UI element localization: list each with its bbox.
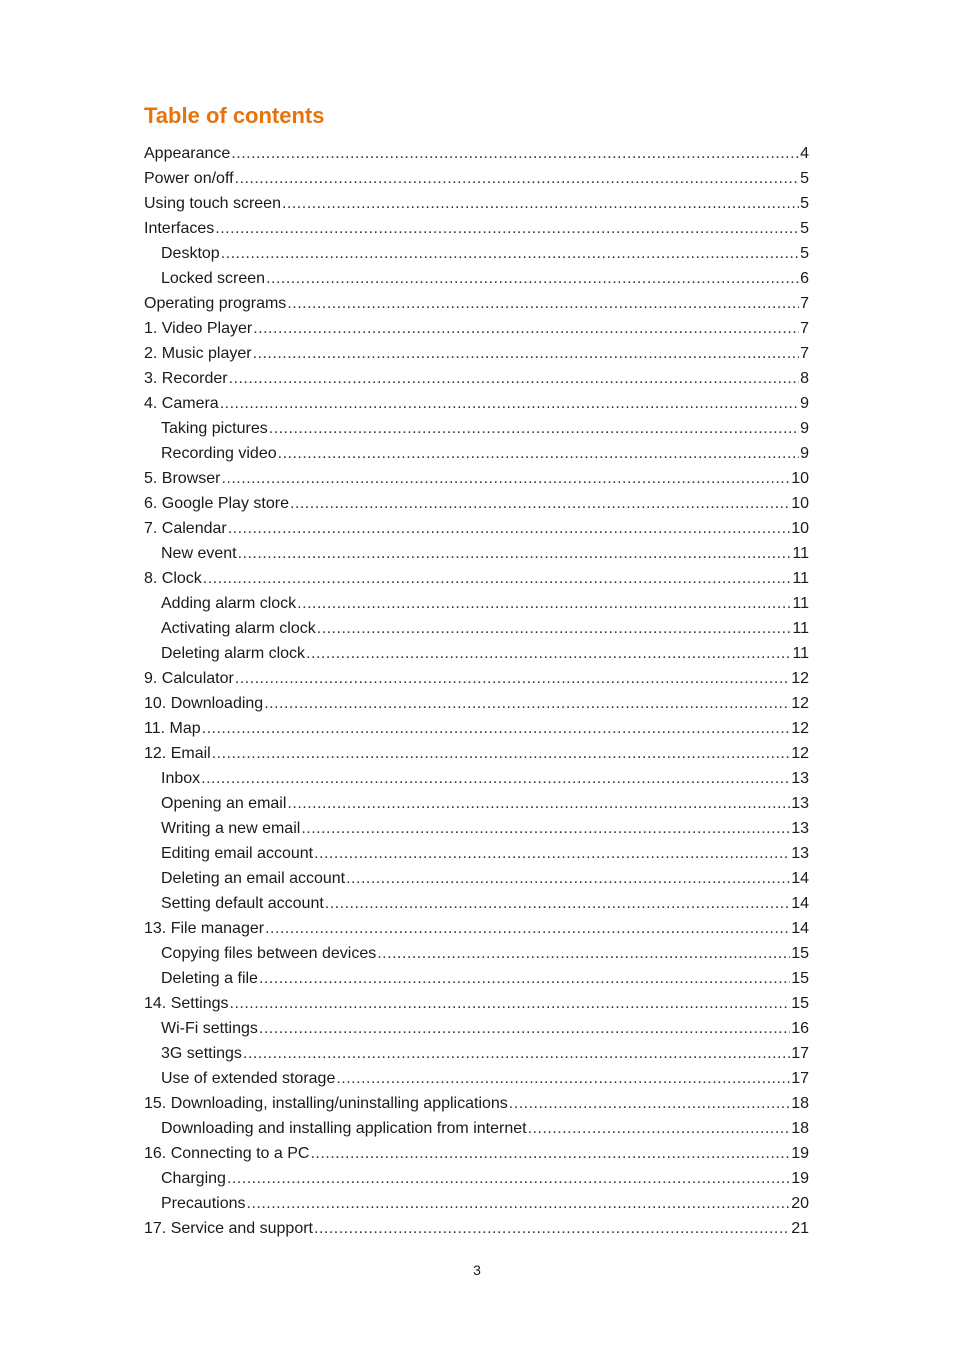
toc-entry[interactable]: [144, 416, 809, 441]
toc-entry-label: 13. File manager: [144, 920, 265, 937]
dot-leader: [301, 816, 790, 841]
toc-entry-label: 12. Email: [144, 745, 211, 762]
toc-entry-page: 11: [792, 620, 809, 637]
dot-leader: [227, 1166, 790, 1191]
toc-entry[interactable]: [144, 316, 809, 341]
toc-entry-page: 4: [800, 145, 809, 162]
dot-leader: [297, 591, 791, 616]
toc-entry-label: 9. Calculator: [144, 670, 234, 687]
toc-entry-page: 15: [791, 970, 809, 987]
toc-entry[interactable]: [144, 891, 809, 916]
dot-leader: [310, 1141, 790, 1166]
toc-entry-page: 11: [792, 645, 809, 662]
toc-entry-page: 10: [791, 520, 809, 537]
toc-entry-label: 16. Connecting to a PC: [144, 1145, 310, 1162]
toc-entry-label: Operating programs: [144, 295, 287, 312]
toc-entry-label: Adding alarm clock: [161, 595, 297, 612]
toc-entry-label: Interfaces: [144, 220, 215, 237]
toc-entry[interactable]: [144, 766, 809, 791]
toc-entry[interactable]: [144, 291, 809, 316]
toc-entry-label: 3. Recorder: [144, 370, 228, 387]
toc-entry-label: 14. Settings: [144, 995, 229, 1012]
toc-entry-label: Locked screen: [161, 270, 266, 287]
toc-entry[interactable]: [144, 866, 809, 891]
toc-entry[interactable]: [144, 641, 809, 666]
toc-entry[interactable]: [144, 666, 809, 691]
toc-entry[interactable]: [144, 1166, 809, 1191]
toc-entry[interactable]: [144, 266, 809, 291]
toc-entry-page: 17: [791, 1070, 809, 1087]
toc-entry-label: Power on/off: [144, 170, 234, 187]
dot-leader: [287, 791, 790, 816]
toc-entry-page: 16: [791, 1020, 809, 1037]
dot-leader: [235, 666, 790, 691]
dot-leader: [238, 541, 792, 566]
toc-entry-page: 14: [791, 920, 809, 937]
dot-leader: [228, 516, 790, 541]
toc-entry-page: 10: [791, 495, 809, 512]
dot-leader: [346, 866, 790, 891]
toc-entry-page: 11: [792, 595, 809, 612]
toc-entry-label: 17. Service and support: [144, 1220, 313, 1237]
toc-entry-label: Downloading and installing application from internet: [161, 1120, 527, 1137]
dot-leader: [259, 1016, 790, 1041]
toc-entry-label: Appearance: [144, 145, 231, 162]
toc-entry[interactable]: [144, 791, 809, 816]
toc-entry[interactable]: [144, 991, 809, 1016]
toc-entry-page: 6: [800, 270, 809, 287]
toc-entry-page: 17: [791, 1045, 809, 1062]
dot-leader: [290, 491, 790, 516]
toc-entry-page: 11: [792, 570, 809, 587]
toc-entry[interactable]: [144, 366, 809, 391]
dot-leader: [221, 466, 790, 491]
dot-leader: [253, 316, 799, 341]
toc-entry-page: 7: [800, 295, 809, 312]
dot-leader: [212, 741, 791, 766]
toc-entry[interactable]: [144, 816, 809, 841]
toc-entry-label: 2. Music player: [144, 345, 252, 362]
toc-entry-label: New event: [161, 545, 237, 562]
dot-leader: [509, 1091, 790, 1116]
toc-entry-label: 11. Map: [144, 720, 201, 737]
toc-entry-label: 6. Google Play store: [144, 495, 289, 512]
toc-entry-label: Using touch screen: [144, 195, 281, 212]
dot-leader: [265, 916, 790, 941]
toc-entry-label: 15. Downloading, installing/uninstalling applications: [144, 1095, 508, 1112]
toc-entry-label: Copying files between devices: [161, 945, 377, 962]
toc-entry-label: Writing a new email: [161, 820, 301, 837]
toc-entry[interactable]: [144, 141, 809, 166]
toc-entry-page: 5: [800, 195, 809, 212]
dot-leader: [314, 1216, 790, 1241]
page-number: 3: [473, 1262, 481, 1278]
toc-entry-page: 12: [791, 695, 809, 712]
toc-entry-label: Setting default account: [161, 895, 324, 912]
toc-entry-label: Deleting alarm clock: [161, 645, 306, 662]
dot-leader: [287, 291, 799, 316]
toc-entry-label: Deleting a file: [161, 970, 258, 987]
toc-entry-label: Desktop: [161, 245, 220, 262]
toc-entry-page: 20: [791, 1195, 809, 1212]
toc-entry-label: Activating alarm clock: [161, 620, 316, 637]
toc-entry[interactable]: [144, 941, 809, 966]
toc-entry[interactable]: [144, 916, 809, 941]
dot-leader: [336, 1066, 790, 1091]
toc-entry-label: Editing email account: [161, 845, 314, 862]
toc-entry-page: 18: [791, 1120, 809, 1137]
toc-entry[interactable]: [144, 841, 809, 866]
toc-entry-page: 9: [800, 420, 809, 437]
toc-entry[interactable]: [144, 216, 809, 241]
toc-entry-page: 13: [791, 770, 809, 787]
toc-entry[interactable]: [144, 966, 809, 991]
dot-leader: [230, 991, 791, 1016]
toc-entry[interactable]: [144, 441, 809, 466]
toc-entry-page: 21: [791, 1220, 809, 1237]
toc-entry-page: 12: [791, 745, 809, 762]
dot-leader: [266, 266, 799, 291]
toc-entry-page: 8: [800, 370, 809, 387]
toc-entry-label: Precautions: [161, 1195, 246, 1212]
dot-leader: [282, 191, 799, 216]
toc-entry-label: Taking pictures: [161, 420, 268, 437]
toc-entry-page: 14: [791, 870, 809, 887]
toc-entry-page: 10: [791, 470, 809, 487]
toc-list: [144, 141, 809, 1241]
toc-entry[interactable]: [144, 566, 809, 591]
toc-entry[interactable]: [144, 1116, 809, 1141]
dot-leader: [203, 566, 792, 591]
dot-leader: [221, 241, 799, 266]
toc-entry-page: 7: [800, 320, 809, 337]
dot-leader: [202, 716, 791, 741]
toc-entry-page: 12: [791, 670, 809, 687]
toc-entry-page: 13: [791, 820, 809, 837]
toc-entry[interactable]: [144, 1141, 809, 1166]
dot-leader: [247, 1191, 791, 1216]
dot-leader: [317, 616, 792, 641]
toc-entry-label: 10. Downloading: [144, 695, 264, 712]
toc-entry[interactable]: [144, 166, 809, 191]
toc-entry-label: 4. Camera: [144, 395, 219, 412]
toc-entry-page: 5: [800, 245, 809, 262]
dot-leader: [269, 416, 799, 441]
toc-entry[interactable]: [144, 466, 809, 491]
toc-entry[interactable]: [144, 716, 809, 741]
toc-entry-label: Recording video: [161, 445, 277, 462]
dot-leader: [528, 1116, 791, 1141]
toc-entry-label: 5. Browser: [144, 470, 221, 487]
toc-entry-page: 14: [791, 895, 809, 912]
toc-entry-page: 5: [800, 220, 809, 237]
dot-leader: [253, 341, 800, 366]
toc-entry-page: 15: [791, 945, 809, 962]
dot-leader: [306, 641, 791, 666]
dot-leader: [235, 166, 800, 191]
toc-entry-page: 19: [791, 1145, 809, 1162]
dot-leader: [201, 766, 790, 791]
dot-leader: [264, 691, 790, 716]
dot-leader: [215, 216, 799, 241]
toc-entry-label: Use of extended storage: [161, 1070, 336, 1087]
toc-entry-label: Opening an email: [161, 795, 287, 812]
toc-entry[interactable]: [144, 1216, 809, 1241]
toc-entry[interactable]: [144, 691, 809, 716]
toc-entry-page: 5: [800, 170, 809, 187]
toc-entry-page: 7: [800, 345, 809, 362]
toc-entry-page: 9: [800, 445, 809, 462]
toc-entry[interactable]: [144, 616, 809, 641]
toc-entry[interactable]: [144, 1066, 809, 1091]
dot-leader: [325, 891, 790, 916]
toc-entry-page: 11: [792, 545, 809, 562]
toc-entry[interactable]: [144, 741, 809, 766]
dot-leader: [231, 141, 799, 166]
toc-entry[interactable]: [144, 1041, 809, 1066]
page-title: Table of contents: [144, 103, 325, 128]
toc-entry-page: 18: [791, 1095, 809, 1112]
dot-leader: [314, 841, 790, 866]
toc-entry-label: Inbox: [161, 770, 201, 787]
toc-entry-page: 13: [791, 795, 809, 812]
toc-entry[interactable]: [144, 191, 809, 216]
toc-entry[interactable]: [144, 341, 809, 366]
toc-entry[interactable]: [144, 1091, 809, 1116]
toc-entry-label: Deleting an email account: [161, 870, 346, 887]
toc-entry-label: 7. Calendar: [144, 520, 227, 537]
toc-entry-label: 8. Clock: [144, 570, 202, 587]
toc-entry[interactable]: [144, 1016, 809, 1041]
toc-entry-label: 1. Video Player: [144, 320, 253, 337]
toc-entry[interactable]: [144, 591, 809, 616]
toc-entry-page: 19: [791, 1170, 809, 1187]
dot-leader: [220, 391, 799, 416]
dot-leader: [278, 441, 799, 466]
toc-entry[interactable]: [144, 541, 809, 566]
dot-leader: [229, 366, 800, 391]
toc-entry[interactable]: [144, 391, 809, 416]
dot-leader: [259, 966, 790, 991]
dot-leader: [377, 941, 790, 966]
toc-entry[interactable]: [144, 491, 809, 516]
toc-entry-page: 12: [791, 720, 809, 737]
toc-entry[interactable]: [144, 241, 809, 266]
toc-entry[interactable]: [144, 1191, 809, 1216]
toc-entry-page: 9: [800, 395, 809, 412]
toc-entry-label: 3G settings: [161, 1045, 242, 1062]
toc-entry-page: 13: [791, 845, 809, 862]
toc-entry-label: Wi-Fi settings: [161, 1020, 258, 1037]
dot-leader: [243, 1041, 790, 1066]
toc-entry[interactable]: [144, 516, 809, 541]
toc-entry-label: Charging: [161, 1170, 226, 1187]
toc-entry-page: 15: [791, 995, 809, 1012]
